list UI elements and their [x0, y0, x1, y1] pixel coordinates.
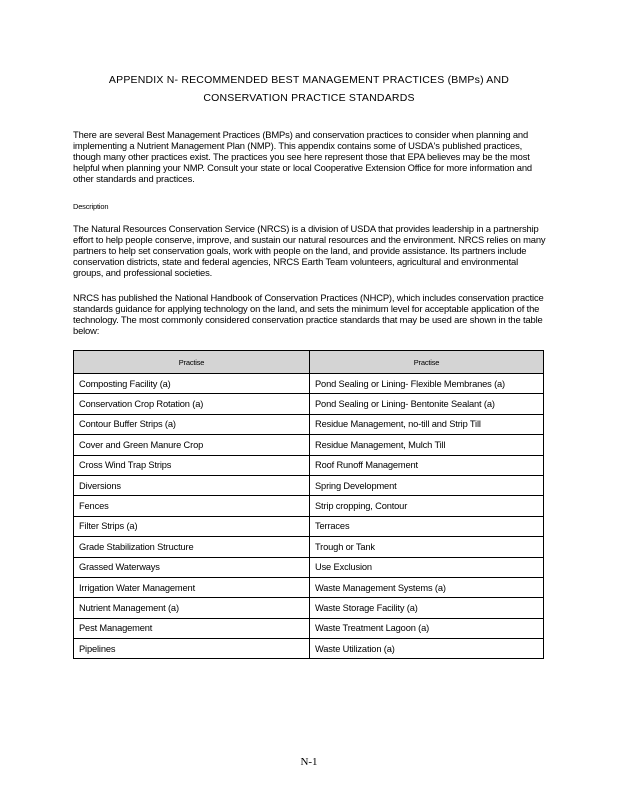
table-cell: Spring Development [310, 475, 544, 495]
table-cell: Residue Management, no-till and Strip Till [310, 414, 544, 434]
table-body [74, 374, 544, 659]
table-cell: Pest Management [74, 618, 310, 638]
table-header-row [74, 351, 544, 374]
practices-table [73, 350, 544, 659]
intro-paragraph: There are several Best Management Practices (BMPs) and conservation practices to consider when planning and implementing a Nutrient Management Plan (NMP). This appendix contains some of USDA's published practices, though many other practices exist. The practices you see here represent those that EPA believes may be the most helpful when planning your NMP. Consult your state or local Cooperative Extension Office for more information and other standards and practices. [73, 129, 532, 184]
page-title-line-1: APPENDIX N- RECOMMENDED BEST MANAGEMENT PRACTICES (BMPs) AND [108, 74, 510, 86]
table-row [74, 557, 544, 577]
table-cell: Cross Wind Trap Strips [74, 455, 310, 475]
table-cell: Composting Facility (a) [74, 374, 310, 394]
nrcs-description-paragraph: The Natural Resources Conservation Service (NRCS) is a division of USDA that provides leadership in a partnership effort to help people conserve, improve, and sustain our natural resources and the environment. NRCS relies on many partners to help set conservation goals, work with people on the land, and provide assistance. Its partners include conservation districts, state and federal agencies, NRCS Earth Team volunteers, agricultural and environmental groups, and professional societies. [73, 223, 546, 278]
table-cell: Waste Storage Facility (a) [310, 598, 544, 618]
table-cell: Grassed Waterways [74, 557, 310, 577]
table-row [74, 455, 544, 475]
table-cell: Pipelines [74, 639, 310, 659]
table-cell: Conservation Crop Rotation (a) [74, 394, 310, 414]
table-row [74, 516, 544, 536]
table-cell: Fences [74, 496, 310, 516]
table-row [74, 374, 544, 394]
page-title-line-2: CONSERVATION PRACTICE STANDARDS [203, 92, 415, 104]
nhcp-paragraph: NRCS has published the National Handbook of Conservation Practices (NHCP), which includes conservation practice standards guidance for applying technology on the land, and sets the minimum level for acceptable application of the technology. The most commonly considered conservation practice standards that may be used are shown in the table below: [73, 292, 544, 336]
table-row [74, 435, 544, 455]
table-cell: Filter Strips (a) [74, 516, 310, 536]
table-row [74, 639, 544, 659]
table-row [74, 394, 544, 414]
table-cell: Contour Buffer Strips (a) [74, 414, 310, 434]
table-cell: Grade Stabilization Structure [74, 537, 310, 557]
table-cell: Strip cropping, Contour [310, 496, 544, 516]
table-row [74, 577, 544, 597]
table-cell: Pond Sealing or Lining- Flexible Membranes (a) [310, 374, 544, 394]
table-cell: Trough or Tank [310, 537, 544, 557]
table-row [74, 537, 544, 557]
table-cell: Waste Management Systems (a) [310, 577, 544, 597]
table-row [74, 475, 544, 495]
table-cell: Roof Runoff Management [310, 455, 544, 475]
table-row [74, 598, 544, 618]
table-cell: Waste Treatment Lagoon (a) [310, 618, 544, 638]
table-cell: Terraces [310, 516, 544, 536]
table-cell: Waste Utilization (a) [310, 639, 544, 659]
section-heading: Description [73, 202, 109, 211]
page-number: N-1 [300, 756, 318, 768]
table-row [74, 414, 544, 434]
table-header-cell: Practise [310, 351, 544, 374]
table-cell: Irrigation Water Management [74, 577, 310, 597]
table-row [74, 496, 544, 516]
table-cell: Diversions [74, 475, 310, 495]
table-row [74, 618, 544, 638]
table-cell: Nutrient Management (a) [74, 598, 310, 618]
table-header-cell: Practise [74, 351, 310, 374]
table-cell: Residue Management, Mulch Till [310, 435, 544, 455]
table-cell: Use Exclusion [310, 557, 544, 577]
table-cell: Pond Sealing or Lining- Bentonite Sealant (a) [310, 394, 544, 414]
table-cell: Cover and Green Manure Crop [74, 435, 310, 455]
